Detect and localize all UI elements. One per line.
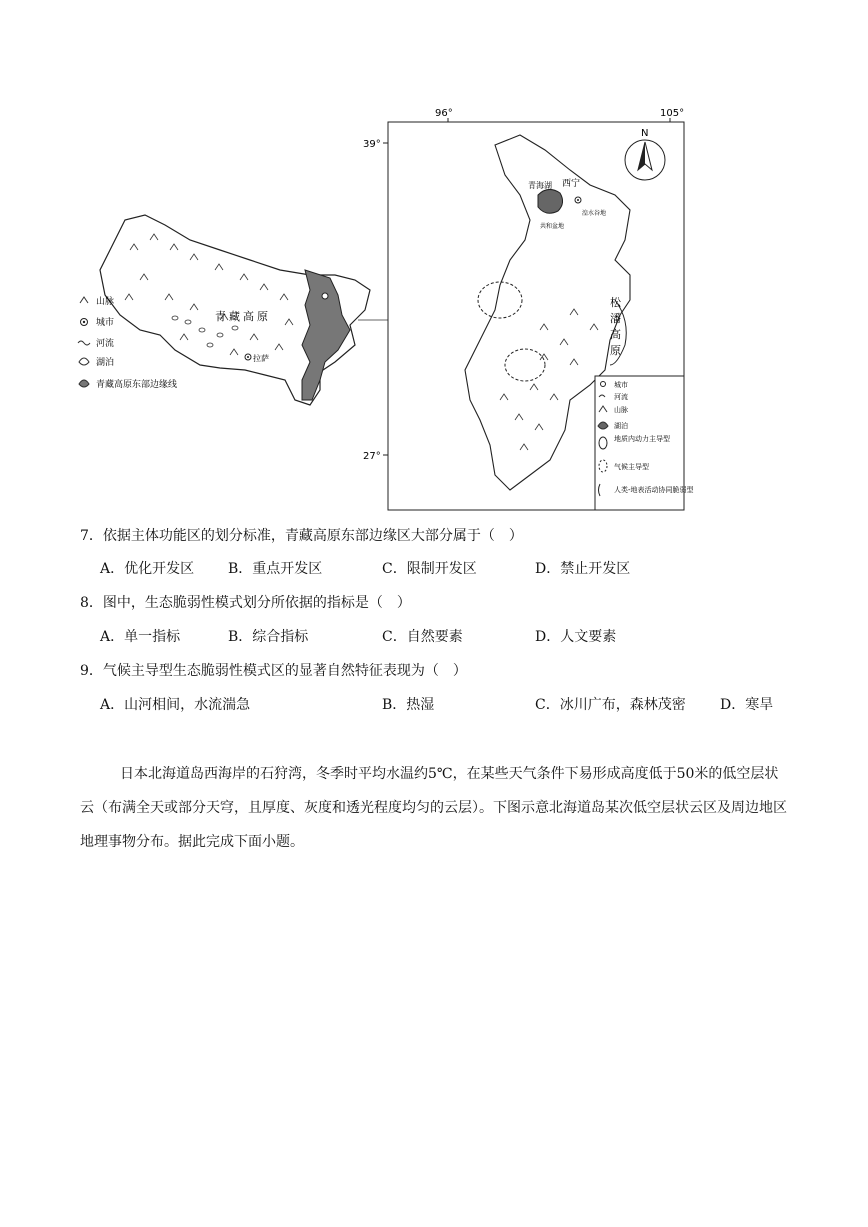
svg-text:人类-地表活动协同脆弱型: 人类-地表活动协同脆弱型	[614, 486, 694, 494]
q8-option-d[interactable]: D．人文要素	[535, 629, 617, 645]
svg-text:湖泊: 湖泊	[614, 422, 628, 430]
q8-option-c[interactable]: C．自然要素	[382, 629, 463, 645]
question-8: 8．图中，生态脆弱性模式划分所依据的指标是（ ）	[80, 595, 411, 611]
q8-option-a[interactable]: A．单一指标	[100, 629, 181, 645]
songpan-label: 松潘高原	[610, 296, 621, 357]
q7-option-b[interactable]: B．重点开发区	[228, 561, 323, 577]
lon-96: 96°	[435, 108, 453, 119]
svg-text:青藏高原东部边缘线: 青藏高原东部边缘线	[96, 380, 178, 390]
qinghai-lake	[538, 189, 563, 213]
svg-text:地质内动力主导型: 地质内动力主导型	[614, 435, 670, 443]
passage: 日本北海道岛西海岸的石狩湾，冬季时平均水温约5℃，在某些天气条件下易形成高度低于50米的低空层状云（布满全天或部分天穹，且厚度、灰度和透光程度均匀的云层）。下图示意北海道岛某次低空层状云区及周边地区地理事物分布。据此完成下面小题。	[80, 766, 787, 850]
svg-text:山脉: 山脉	[96, 297, 115, 307]
q7-option-d[interactable]: D．禁止开发区	[535, 561, 631, 577]
mountain-icon	[80, 297, 88, 303]
north-label: N	[641, 128, 649, 139]
lhasa-label: 拉萨	[253, 354, 269, 363]
svg-text:山脉: 山脉	[614, 406, 628, 414]
margin-icon	[79, 380, 89, 387]
lat-39: 39°	[363, 139, 381, 150]
q9-option-a[interactable]: A．山河相间，水流湍急	[100, 697, 251, 713]
huangshui-label: 湟水谷地	[582, 210, 607, 217]
svg-text:城市: 城市	[96, 318, 115, 328]
lake-icon	[79, 358, 89, 365]
left-map	[78, 215, 390, 405]
gonghe-label: 共和盆地	[540, 223, 565, 230]
svg-text:河流: 河流	[614, 393, 628, 401]
svg-text:城市: 城市	[614, 381, 628, 389]
q7-option-a[interactable]: A．优化开发区	[100, 561, 195, 577]
q7-option-c[interactable]: C．限制开发区	[382, 561, 477, 577]
left-plateau-label: 青藏高原	[215, 310, 271, 323]
q8-option-b[interactable]: B．综合指标	[228, 629, 309, 645]
svg-text:气候主导型: 气候主导型	[614, 463, 649, 471]
river-icon	[78, 341, 90, 345]
lon-105: 105°	[660, 108, 685, 119]
lat-27: 27°	[363, 451, 381, 462]
xining-label: 西宁	[562, 179, 581, 189]
q9-option-b[interactable]: B．热湿	[382, 697, 435, 713]
xining-city-icon-left	[322, 293, 328, 299]
question-9: 9．气候主导型生态脆弱性模式区的显著自然特征表现为（ ）	[80, 663, 467, 679]
qinghai-lake-label: 青海湖	[528, 181, 552, 190]
svg-text:河流: 河流	[96, 339, 115, 349]
svg-text:湖泊: 湖泊	[96, 358, 115, 368]
question-7: 7．依据主体功能区的划分标准，青藏高原东部边缘区大部分属于（ ）	[80, 528, 523, 544]
map-figure	[70, 100, 710, 520]
right-map	[363, 108, 694, 510]
legend-city-icon	[601, 382, 606, 387]
q9-option-d[interactable]: D．寒旱	[720, 697, 774, 713]
q9-option-c[interactable]: C．冰川广布，森林茂密	[535, 697, 686, 713]
